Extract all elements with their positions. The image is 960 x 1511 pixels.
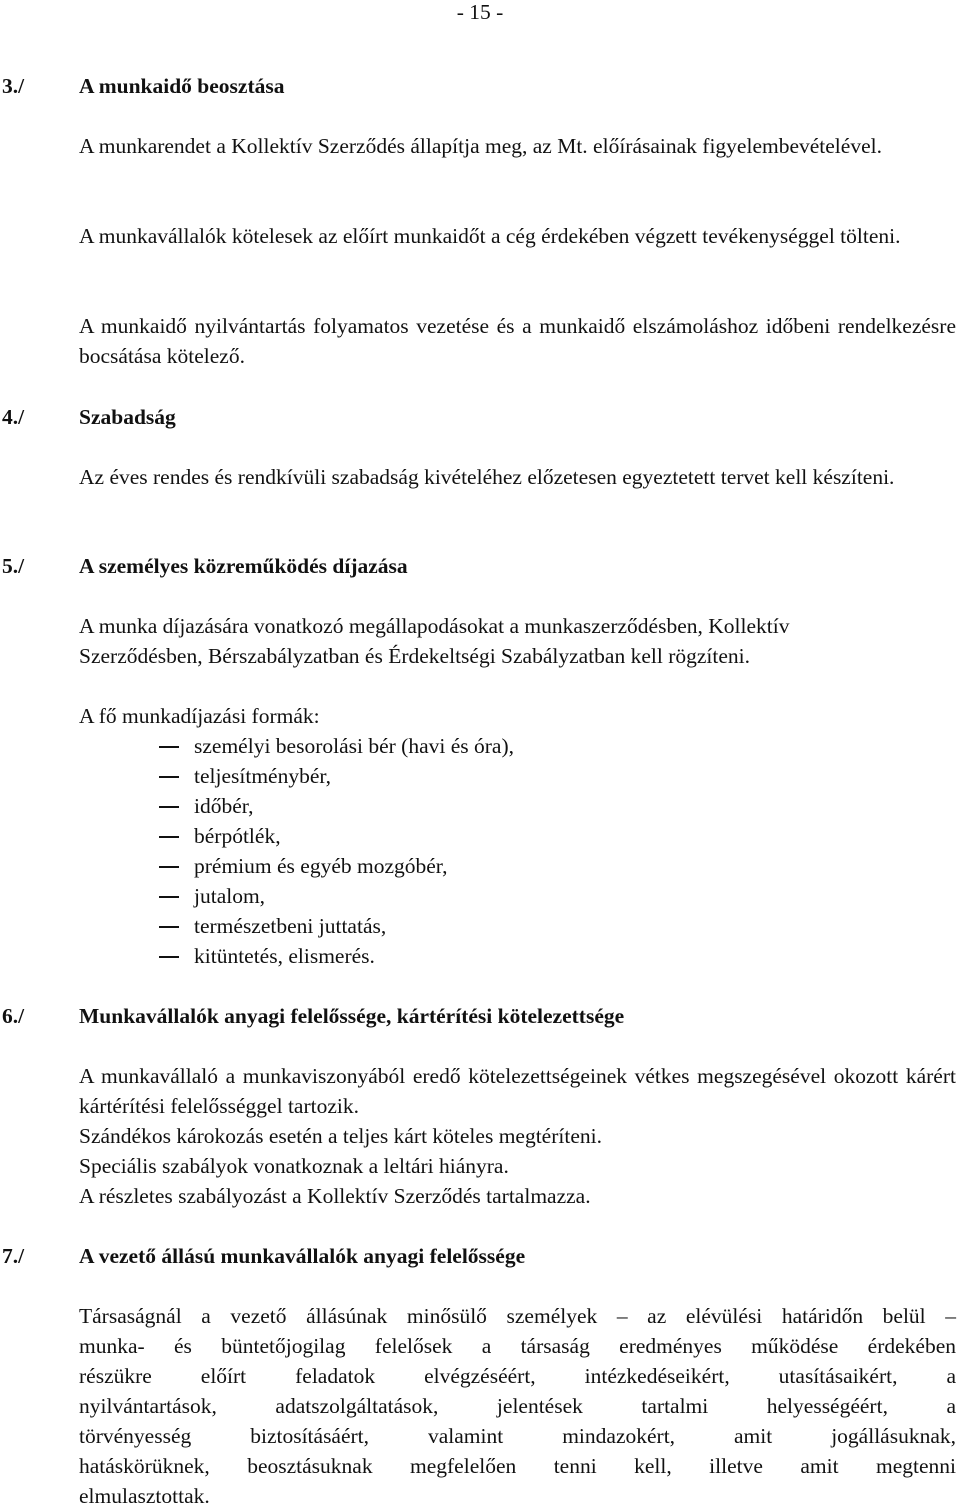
section-7-line-4: nyilvántartások, adatszolgáltatások, jelentések tartalmi helyességéért, a: [79, 1394, 956, 1418]
list-item-text: prémium és egyéb mozgóbér,: [194, 854, 448, 878]
section-6-number: 6./: [2, 1004, 25, 1028]
dash-bullet: [159, 806, 179, 808]
list-item-text: teljesítménybér,: [194, 764, 332, 788]
section-7-number: 7./: [2, 1244, 25, 1268]
section-5-paragraph-1: [79, 611, 956, 671]
list-item: [79, 761, 679, 791]
section-4-title: Szabadság: [79, 405, 176, 429]
section-4-number: 4./: [2, 405, 25, 429]
section-3-paragraph-2: A munkavállalók kötelesek az előírt munkaidőt a cég érdekében végzett tevékenységgel tölteni.: [79, 224, 901, 248]
section-7-line-5: törvényesség biztosításáért, valamint mindazokért, amit jogállásuknak,: [79, 1424, 956, 1448]
section-7-line-7: elmulasztottak.: [79, 1484, 210, 1508]
section-7-title: A vezető állású munkavállalók anyagi felelőssége: [79, 1244, 526, 1268]
pay-forms-list: [79, 731, 679, 971]
list-item: [79, 851, 679, 881]
list-item: [79, 911, 679, 941]
section-7-line-2: munka- és büntetőjogilag felelősek a társaság eredményes működése érdekében: [79, 1334, 956, 1358]
section-4-paragraph-1: Az éves rendes és rendkívüli szabadság kivételéhez előzetesen egyeztetett tervet kell készíteni.: [79, 465, 895, 489]
section-7-line-6: hatáskörüknek, beosztásuknak megfelelően tenni kell, illetve amit megtenni: [79, 1454, 956, 1478]
section-5-title: A személyes közreműködés díjazása: [79, 554, 408, 578]
list-item-text: személyi besorolási bér (havi és óra),: [194, 734, 514, 758]
list-item-text: bérpótlék,: [194, 824, 281, 848]
dash-bullet: [159, 896, 179, 898]
section-6-paragraph-3: Speciális szabályok vonatkoznak a leltári hiányra.: [79, 1154, 509, 1178]
section-3-number: 3./: [2, 74, 25, 98]
section-3-paragraph-1: A munkarendet a Kollektív Szerződés állapítja meg, az Mt. előírásainak figyelembevételével.: [79, 134, 882, 158]
section-6-paragraph-2: Szándékos károkozás esetén a teljes kárt köteles megtéríteni.: [79, 1124, 602, 1148]
list-item: [79, 881, 679, 911]
dash-bullet: [159, 956, 179, 958]
section-7-line-1: Társaságnál a vezető állásúnak minősülő személyek – az elévülési határidőn belül –: [79, 1304, 956, 1328]
section-5-paragraph-1-line-2: Szerződésben, Bérszabályzatban és Érdekeltségi Szabályzatban kell rögzíteni.: [79, 644, 750, 668]
dash-bullet: [159, 776, 179, 778]
section-7-line-3: részükre előírt feladatok elvégzéséért, intézkedéseikért, utasításaikért, a: [79, 1364, 956, 1388]
page-number: - 15 -: [456, 0, 504, 24]
section-6-title: Munkavállalók anyagi felelőssége, kártérítési kötelezettsége: [79, 1004, 625, 1028]
section-5-number: 5./: [2, 554, 25, 578]
list-item-text: természetbeni juttatás,: [194, 914, 387, 938]
section-5-list-intro: A fő munkadíjazási formák:: [79, 704, 320, 728]
list-item-text: kitüntetés, elismerés.: [194, 944, 375, 968]
list-item: [79, 941, 679, 971]
section-6-paragraph-1: A munkavállaló a munkaviszonyából eredő kötelezettségeinek vétkes megszegésével okozott kárért kártérítési felelősséggel tartozik.: [79, 1064, 956, 1118]
dash-bullet: [159, 836, 179, 838]
section-3-title: A munkaidő beosztása: [79, 74, 285, 98]
dash-bullet: [159, 866, 179, 868]
section-3-paragraph-3: A munkaidő nyilvántartás folyamatos vezetése és a munkaidő elszámoláshoz időbeni rendelkezésre bocsátása kötelező.: [79, 314, 956, 368]
list-item: [79, 821, 679, 851]
list-item-text: jutalom,: [194, 884, 266, 908]
dash-bullet: [159, 746, 179, 748]
list-item-text: időbér,: [194, 794, 254, 818]
section-6-paragraph-4: A részletes szabályozást a Kollektív Szerződés tartalmazza.: [79, 1184, 591, 1208]
list-item: [79, 791, 679, 821]
list-item: [79, 731, 679, 761]
section-7-paragraph: [79, 1301, 956, 1511]
dash-bullet: [159, 926, 179, 928]
section-5-paragraph-1-line-1: A munka díjazására vonatkozó megállapodásokat a munkaszerződésben, Kollektív: [79, 614, 790, 638]
